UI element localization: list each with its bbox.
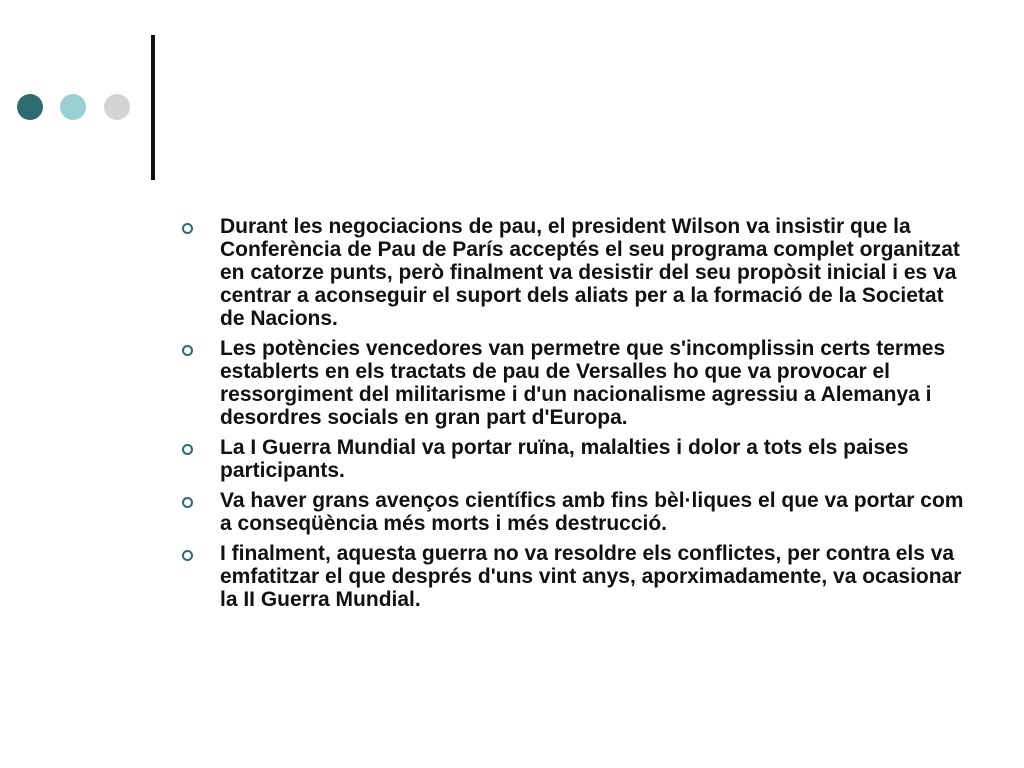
bullet-text: I finalment, aquesta guerra no va resoldre els conflictes, per contra els va emfatitzar el que després d'uns vint anys, aporximadamente, va ocasionar la II Guerra Mundial. — [220, 542, 962, 611]
bullet-circle-icon — [182, 550, 193, 561]
bullet-list — [180, 215, 970, 618]
decor-dot-dark — [17, 94, 43, 120]
bullet-text: Va haver grans avenços científics amb fins bèl·liques el que va portar com a conseqüència més morts i més destrucció. — [220, 489, 964, 535]
title-divider-line — [151, 35, 155, 180]
bullet-circle-icon — [182, 345, 193, 356]
bullet-text: Durant les negociacions de pau, el president Wilson va insistir que la Conferència de Pau de París acceptés el seu programa complet organitzat en catorze punts, però finalment va desistir del seu propòsit inicial i es va centrar a aconseguir el suport dels aliats per a la formació de la Societat de Nacions. — [220, 215, 960, 330]
bullet-text: La I Guerra Mundial va portar ruïna, malalties i dolor a tots els paises participants. — [220, 436, 909, 482]
bullet-circle-icon — [182, 444, 193, 455]
decor-dot-gray — [104, 94, 130, 120]
decor-dot-light — [60, 94, 86, 120]
bullet-item — [180, 215, 970, 330]
bullet-item — [180, 489, 970, 535]
bullet-item — [180, 337, 970, 429]
bullet-circle-icon — [182, 223, 193, 234]
bullet-circle-icon — [182, 497, 193, 508]
bullet-text: Les potències vencedores van permetre que s'incomplissin certs termes establerts en els tractats de pau de Versalles ho que va provocar el ressorgiment del militarisme i d'un nacionalisme agressiu a Alemanya i desordres socials en gran part d'Europa. — [220, 337, 946, 429]
bullet-item — [180, 436, 970, 482]
bullet-item — [180, 542, 970, 611]
